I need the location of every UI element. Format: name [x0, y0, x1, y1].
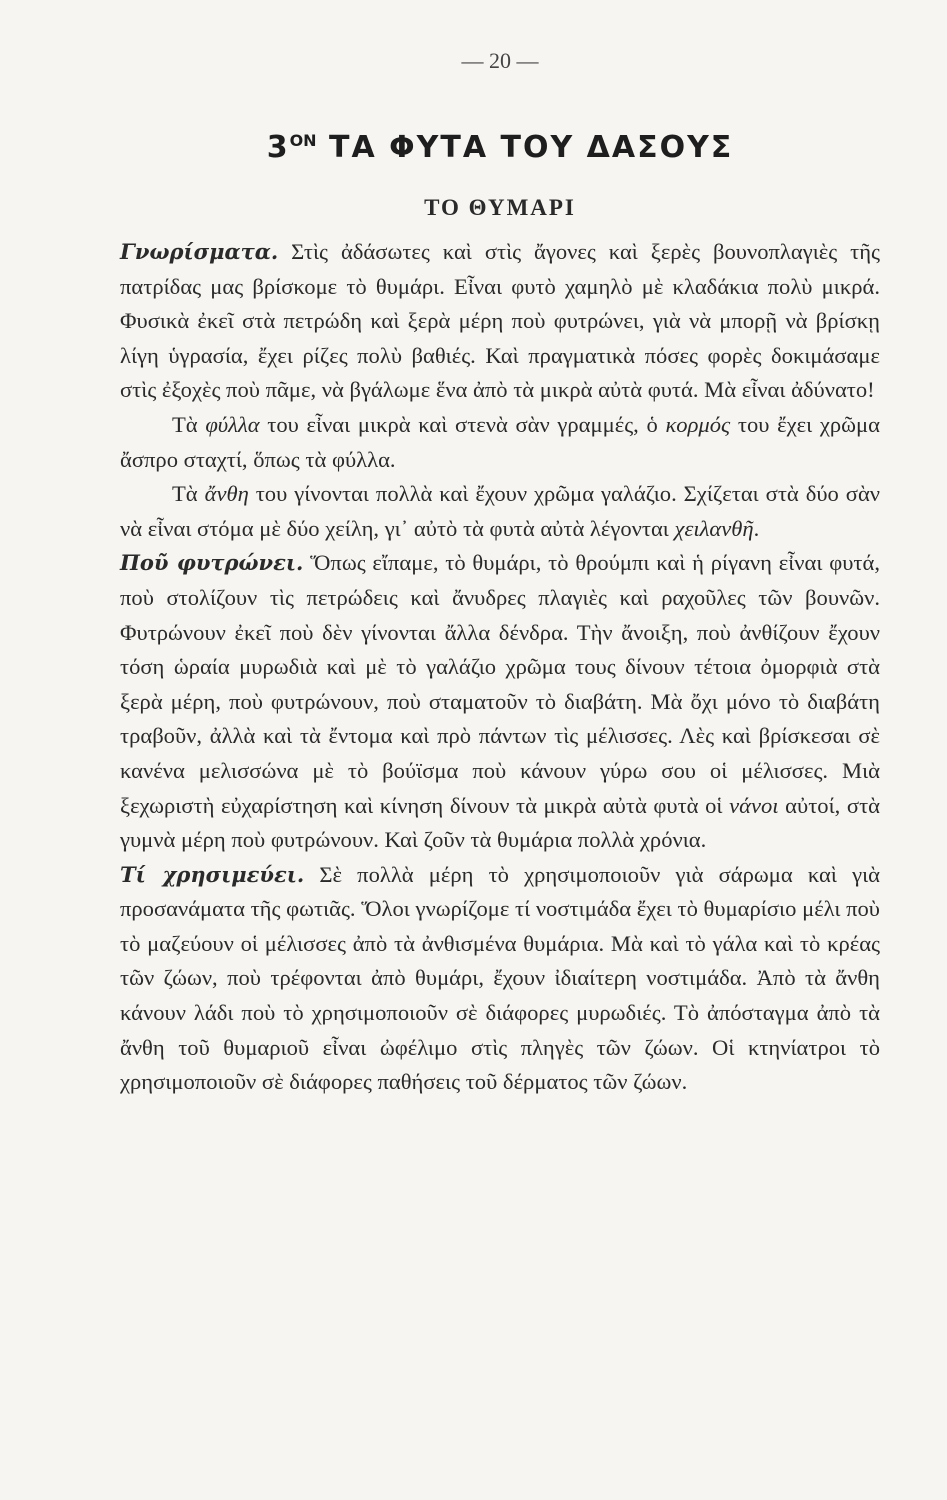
text-run: .: [753, 515, 760, 541]
italic-term: ἄνθη: [204, 481, 249, 507]
italic-term: νάνοι: [729, 792, 779, 818]
paragraph-lead: Ποῦ φυτρώνει.: [120, 550, 304, 576]
paragraph-uses: [120, 858, 880, 1100]
section-number-suffix: ΟΝ: [289, 131, 317, 150]
section-title: [120, 130, 880, 165]
book-page: [120, 48, 880, 1100]
paragraph-lead: Τί χρησιμεύει.: [120, 861, 305, 887]
italic-term: χειλανθῆ: [674, 515, 754, 541]
text-run: του γίνονται πολλὰ καὶ ἔχουν χρῶμα γαλάζιο. Σχίζεται στὰ δύο σὰν νὰ εἶναι στόμα μὲ δύο χείλη, γι᾿ αὐτὸ τὰ φυτὰ αὐτὰ λέγονται: [120, 481, 880, 541]
section-number: 3: [266, 130, 290, 165]
italic-term: κορμός: [665, 411, 731, 437]
italic-term: φύλλα: [205, 411, 260, 437]
text-run: Τὰ: [172, 481, 205, 507]
paragraph-text: Σὲ πολλὰ μέρη τὸ χρησιμοποιοῦν γιὰ σάρωμα καὶ γιὰ προσανάματα τῆς φωτιᾶς. Ὅλοι γνωρίζομε τί νοστιμάδα ἔχει τὸ θυμαρίσιο μέλι ποὺ τὸ μαζεύουν οἱ μέλισσες ἀπὸ τὰ ἀνθισμένα θυμάρια. Μὰ καὶ τὸ γάλα καὶ τὸ κρέας τῶν ζώων, ποὺ τρέφονται ἀπὸ θυμάρι, ἔχουν ἰδιαίτερη νοστιμάδα. Ἀπὸ τὰ ἄνθη κάνουν λάδι ποὺ τὸ χρησιμοποιοῦν σὲ διάφορες μυρωδιές. Τὸ ἀπόσταγμα ἀπὸ τὰ ἄνθη τοῦ θυμαριοῦ εἶναι ὠφέλιμο στὶς πληγὲς τῶν ζώων. Οἱ κτηνίατροι τὸ χρησιμοποιοῦν σὲ διάφορες παθήσεις τοῦ δέρματος τῶν ζώων.: [120, 861, 880, 1095]
paragraph-habitat: [120, 546, 880, 857]
text-run: του εἶναι μικρὰ καὶ στενὰ σὰν γραμμές, ὁ: [259, 411, 666, 437]
section-title-text: ΤΑ ΦΥΤΑ ΤΟΥ ΔΑΣΟΥΣ: [329, 130, 734, 165]
chapter-subtitle: ΤΟ ΘΥΜΑΡΙ: [424, 195, 576, 220]
text-run: Ὅπως εἴπαμε, τὸ θυμάρι, τὸ θρούμπι καὶ ἡ ρίγανη εἶναι φυτά, ποὺ στολίζουν τὶς πετρώδεις καὶ ἄνυδρες πλαγιὲς καὶ ραχοῦλες τῶν βουνῶν. Φυτρώνουν ἐκεῖ ποὺ δὲν γίνονται ἄλλα δένδρα. Τὴν ἄνοιξη, ποὺ ἀνθίζουν ἔχουν τόση ὡραία μυρωδιὰ καὶ μὲ τὸ γαλάζιο χρῶμα τους δίνουν τέτοια ὀμορφιὰ στὰ ξερὰ μέρη, ποὺ φυτρώνουν, ποὺ σταματοῦν τὸ διαβάτη. Μὰ ὄχι μόνο τὸ διαβάτη τραβοῦν, ἀλλὰ καὶ τὰ ἔντομα καὶ πρὸ πάντων τὶς μέλισσες. Λὲς καὶ βρίσκεσαι σὲ κανένα μελισσώνα μὲ τὸ βούϊσμα ποὺ κάνουν γύρω σου οἱ μέλισσες. Μιὰ ξεχωριστὴ εὐχαρίστηση καὶ κίνηση δίνουν τὰ μικρὰ αὐτὰ φυτὰ οἱ: [120, 550, 881, 818]
paragraph-text: Στὶς ἀδάσωτες καὶ στὶς ἄγονες καὶ ξερὲς βουνοπλαγιὲς τῆς πατρίδας μας βρίσκομε τὸ θυμάρι. Εἶναι φυτὸ χαμηλὸ μὲ κλαδάκια πολὺ μικρά. Φυσικὰ ἐκεῖ στὰ πετρώδη καὶ ξερὰ μέρη ποὺ φυτρώνει, γιὰ νὰ μπορῇ νὰ βρίσκῃ λίγη ὑγρασία, ἔχει ρίζες πολὺ βαθιές. Καὶ πραγματικὰ πόσες φορὲς δοκιμάσαμε στὶς ἐξοχὲς ποὺ πᾶμε, νὰ βγάλωμε ἕνα ἀπὸ τὰ μικρὰ αὐτὰ φυτά. Μὰ εἶναι ἀδύνατο!: [120, 239, 880, 403]
paragraph-leaves: [120, 408, 880, 477]
text-run: αὐτοί, στὰ γυμνὰ μέρη ποὺ φυτρώνουν. Καὶ ζοῦν τὰ θυμάρια πολλὰ χρόνια.: [120, 792, 881, 853]
paragraph-features: [120, 235, 880, 408]
paragraph-lead: Γνωρίσματα.: [120, 239, 279, 264]
text-run: Τὰ: [172, 411, 206, 437]
paragraph-flowers: [120, 477, 880, 546]
text-run: του ἔχει χρῶμα ἄσπρο σταχτί, ὅπως τὰ φύλλα.: [120, 411, 881, 472]
page-number: — 20 —: [461, 48, 539, 73]
